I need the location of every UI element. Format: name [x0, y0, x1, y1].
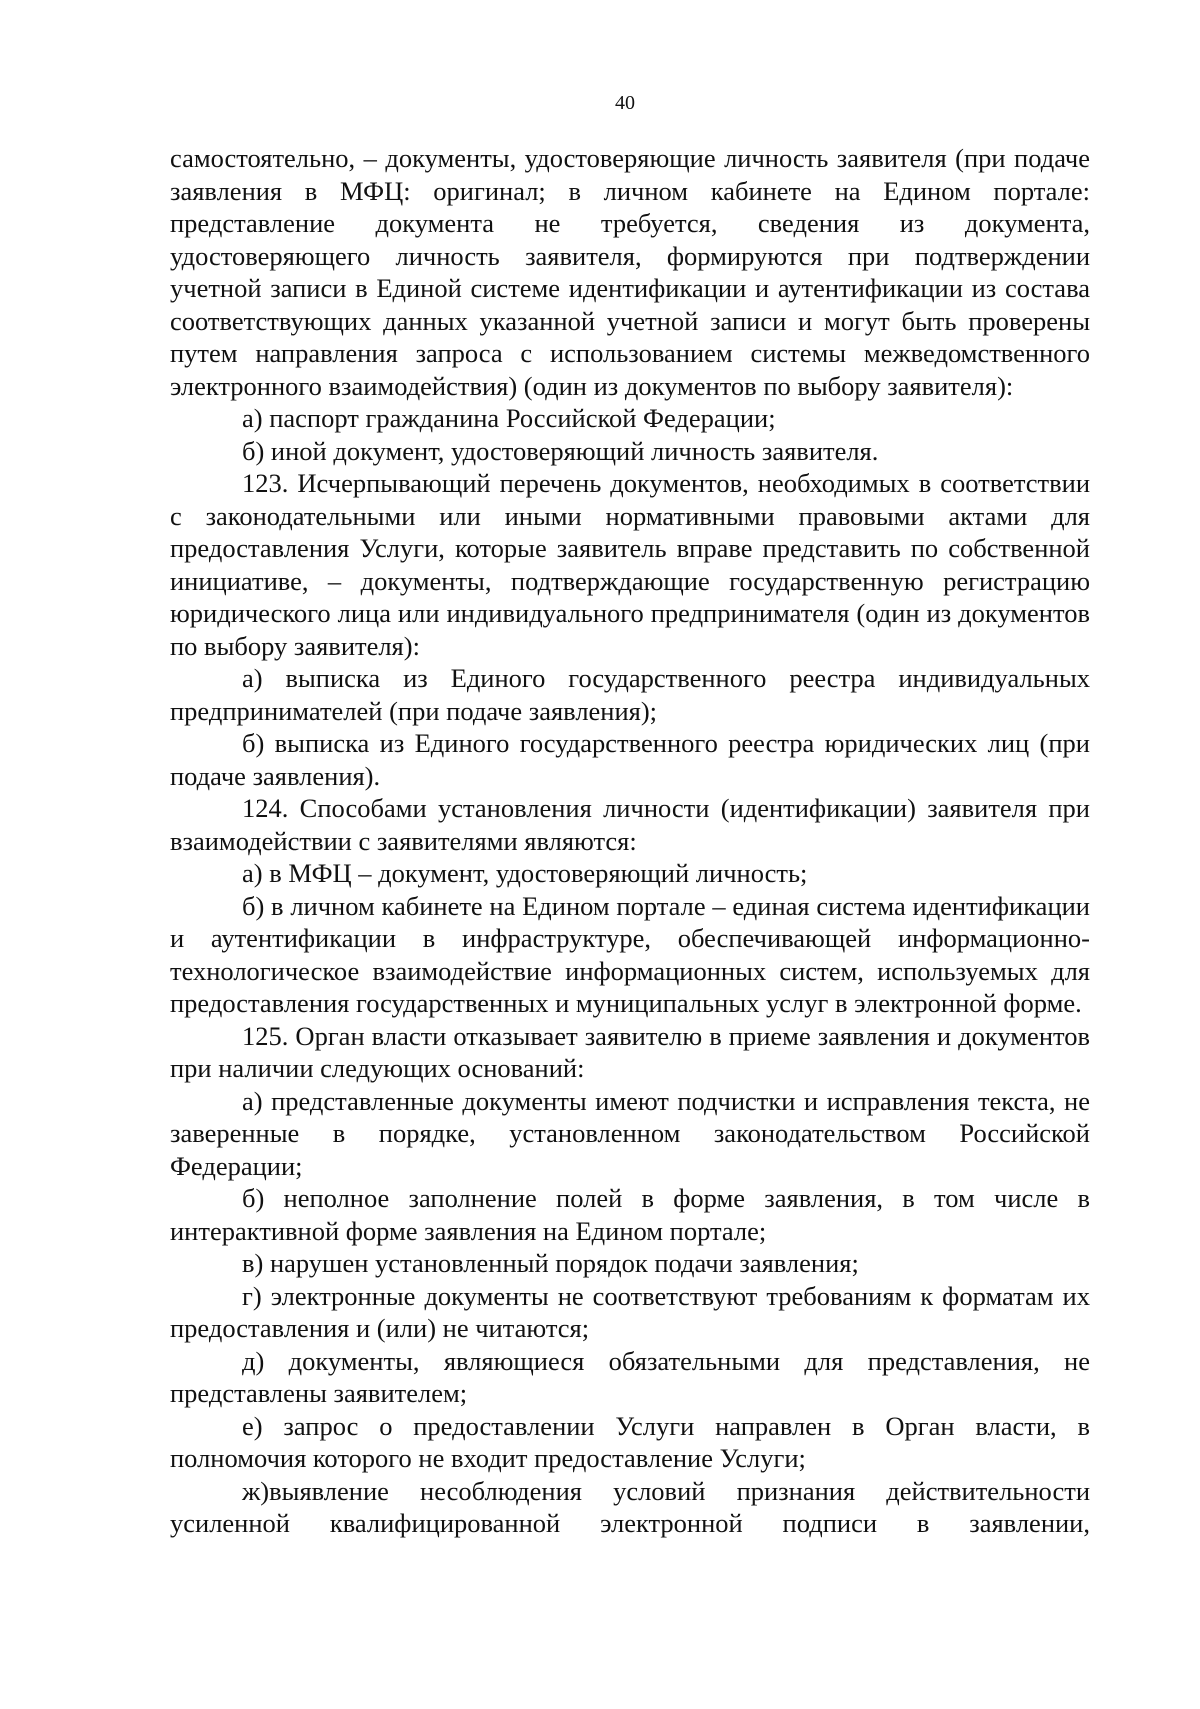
list-item: ж)выявление несоблюдения условий признания действительности усиленной квалифицированной электронной подписи в заявлении, [170, 1475, 1090, 1538]
list-item: б) иной документ, удостоверяющий личность заявителя. [242, 435, 879, 466]
document-body [170, 142, 1090, 1540]
list-item: в) нарушен установленный порядок подачи заявления; [242, 1248, 859, 1278]
list-item: б) неполное заполнение полей в форме заявления, в том числе в интерактивной форме заявления на Едином портале; [170, 1183, 1090, 1246]
paragraph: 125. Орган власти отказывает заявителю в приеме заявления и документов при наличии следующих оснований: [170, 1020, 1090, 1083]
list-item: а) паспорт гражданина Российской Федерации; [242, 403, 776, 433]
list-item: а) представленные документы имеют подчистки и исправления текста, не заверенные в порядке, установленном законодательством Российской Федерации; [170, 1085, 1090, 1181]
list-item: б) в личном кабинете на Едином портале – единая система идентификации и аутентификации в инфраструктуре, обеспечивающей информационно-технологическое взаимодействие информационных систем, используемых для предоставления государственных и муниципальных услуг в электронной форме. [170, 890, 1090, 1018]
list-item: а) в МФЦ – документ, удостоверяющий личность; [242, 858, 808, 888]
paragraph: 123. Исчерпывающий перечень документов, необходимых в соответствии с законодательными или иными нормативными правовыми актами для предоставления Услуги, которые заявитель вправе представить по собственной инициативе, – документы, подтверждающие государственную регистрацию юридического лица или индивидуального предпринимателя (один из документов по выбору заявителя): [170, 468, 1090, 661]
paragraph: 124. Способами установления личности (идентификации) заявителя при взаимодействии с заявителями являются: [170, 793, 1090, 856]
list-item: а) выписка из Единого государственного реестра индивидуальных предпринимателей (при подаче заявления); [170, 663, 1090, 726]
list-item: г) электронные документы не соответствуют требованиям к форматам их предоставления и (или) не читаются; [170, 1280, 1090, 1343]
list-item: е) запрос о предоставлении Услуги направлен в Орган власти, в полномочия которого не входит предоставление Услуги; [170, 1410, 1090, 1473]
list-item: б) выписка из Единого государственного реестра юридических лиц (при подаче заявления). [170, 728, 1090, 791]
paragraph: самостоятельно, – документы, удостоверяющие личность заявителя (при подаче заявления в МФЦ: оригинал; в личном кабинете на Едином портале: представление документа не требуется, сведения из документа, удостоверяющего личность заявителя, формируются при подтверждении учетной записи в Единой системе идентификации и аутентификации из состава соответствующих данных указанной учетной записи и могут быть проверены путем направления запроса с использованием системы межведомственного электронного взаимодействия) (один из документов по выбору заявителя): [170, 143, 1090, 401]
list-item: д) документы, являющиеся обязательными для представления, не представлены заявителем; [170, 1345, 1090, 1408]
page-number: 40 [615, 92, 635, 114]
